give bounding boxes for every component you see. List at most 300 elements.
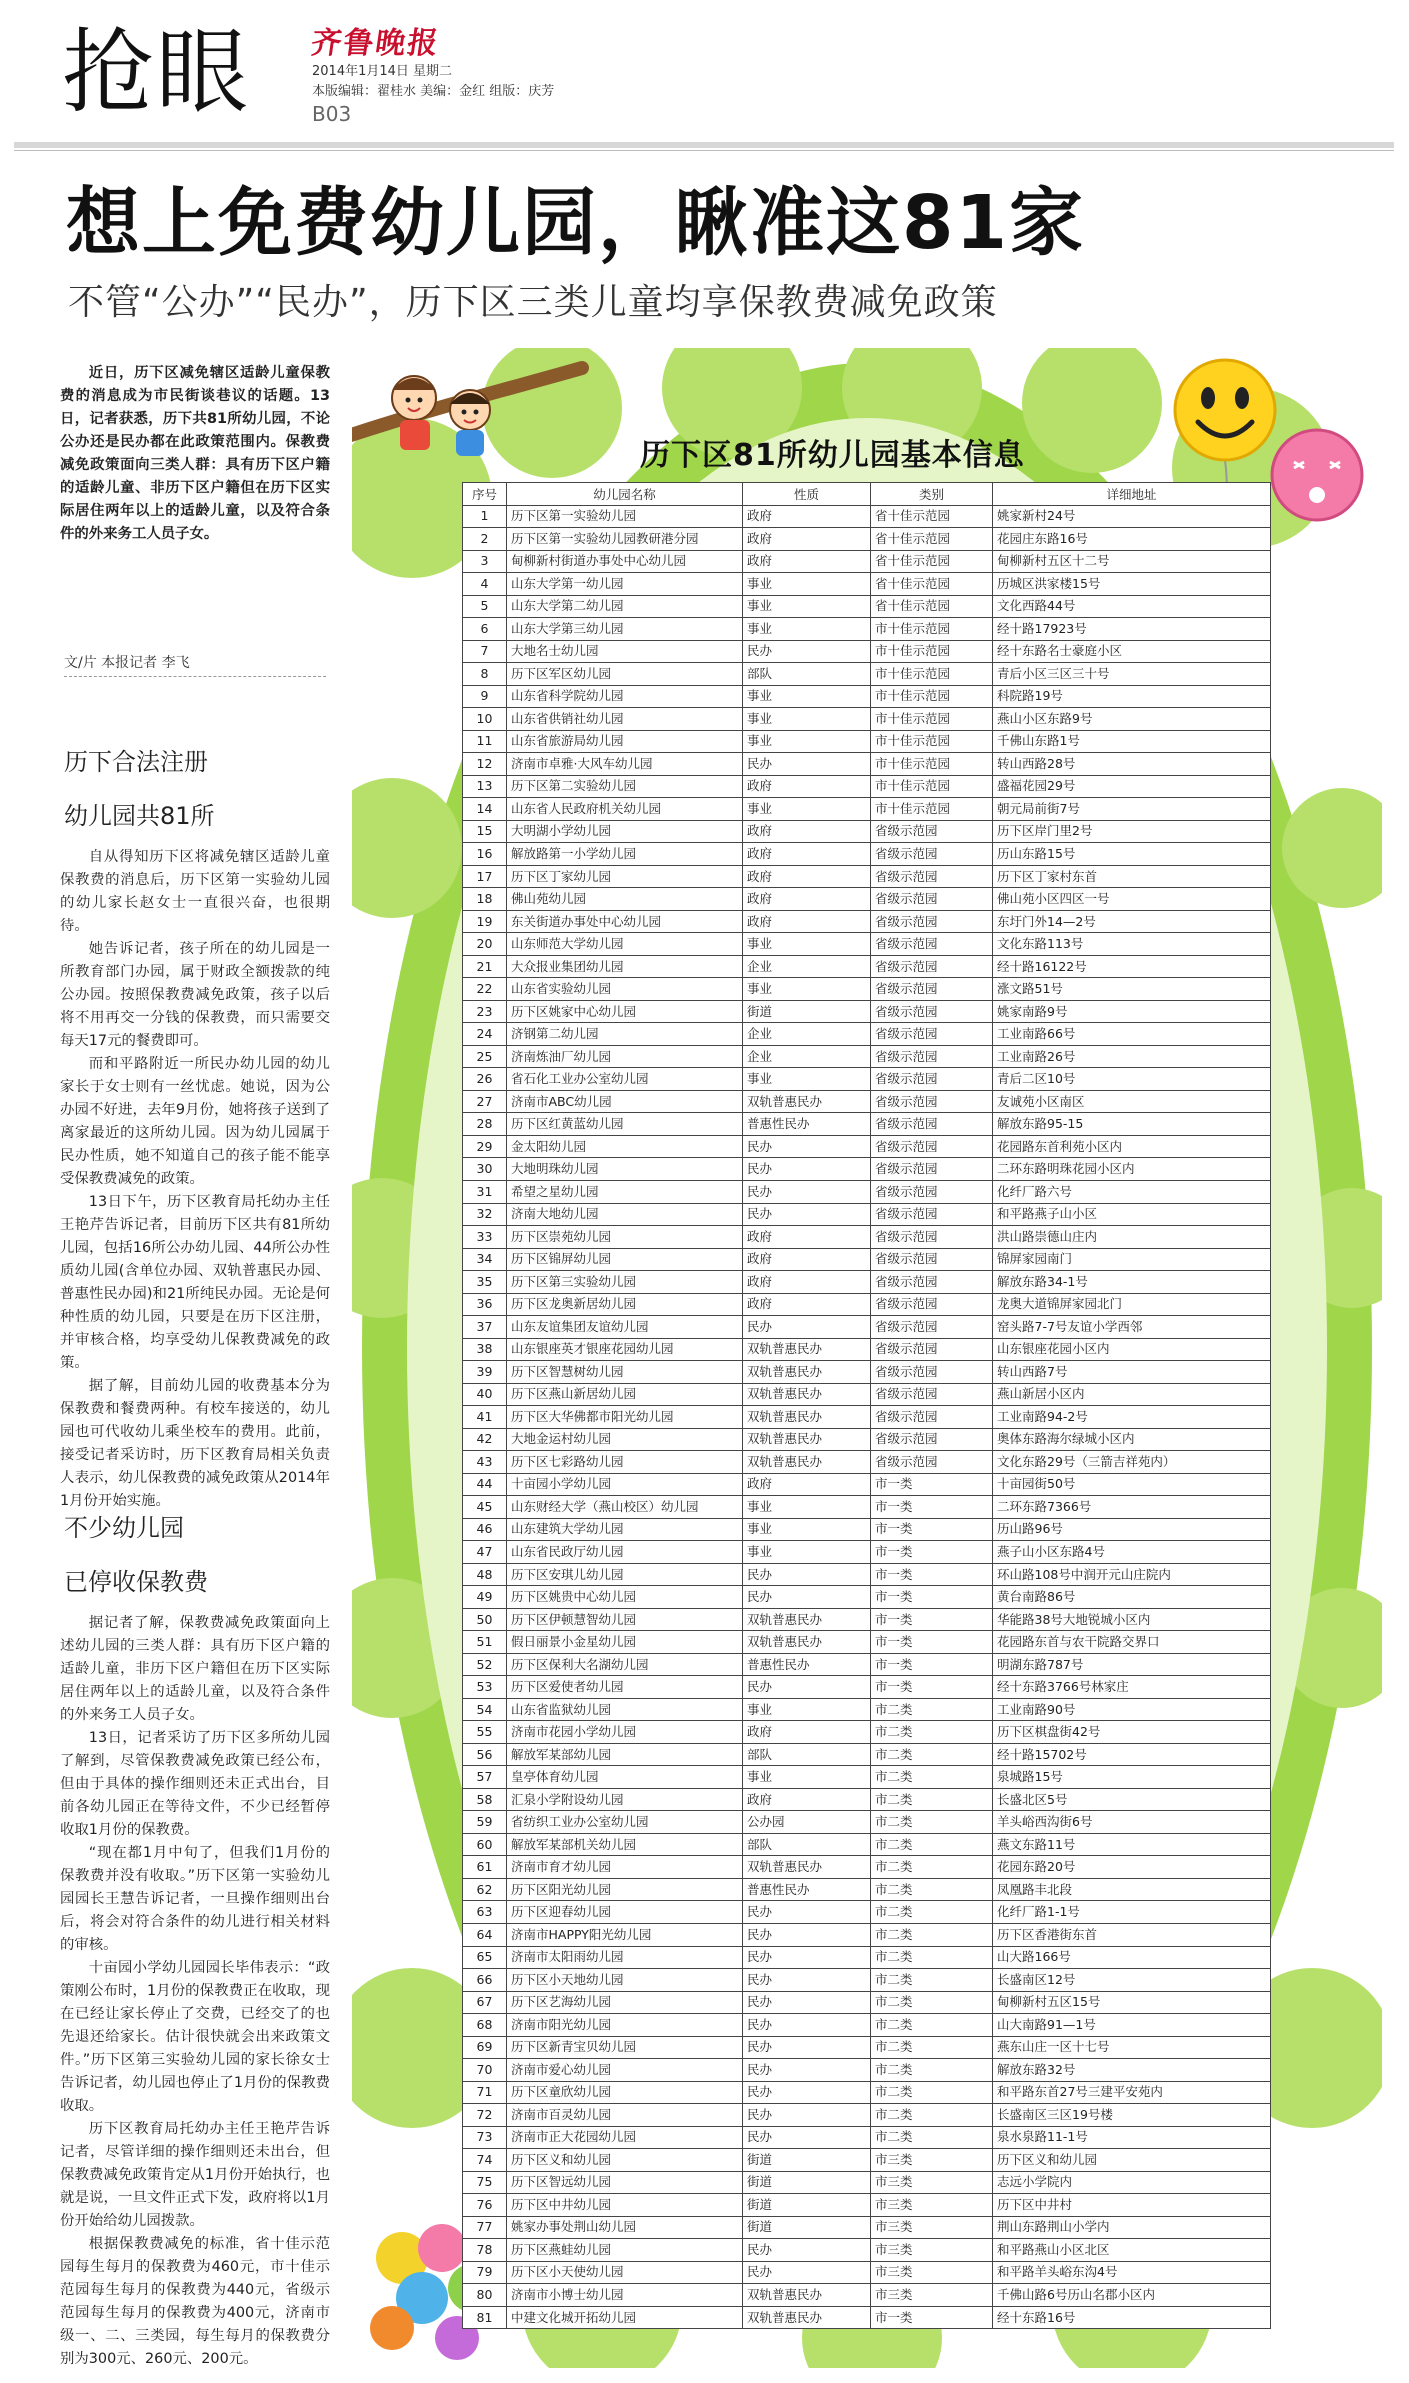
table-row bbox=[463, 933, 1271, 956]
table-row bbox=[463, 1361, 1271, 1384]
kindergarten-name: 历下区义和幼儿园 bbox=[507, 2149, 743, 2172]
category-cell: 省级示范园 bbox=[871, 1023, 993, 1046]
kindergarten-name: 历下区七彩路幼儿园 bbox=[507, 1451, 743, 1474]
kindergarten-name: 历下区阳光幼儿园 bbox=[507, 1878, 743, 1901]
kindergarten-name: 历下区新青宝贝幼儿园 bbox=[507, 2036, 743, 2059]
address-cell: 羊头峪西沟街6号 bbox=[993, 1811, 1271, 1834]
category-cell: 省级示范园 bbox=[871, 1293, 993, 1316]
table-row bbox=[463, 2239, 1271, 2262]
address-cell: 甸柳新村五区15号 bbox=[993, 1991, 1271, 2014]
row-number: 34 bbox=[463, 1248, 507, 1271]
address-cell: 窑头路7-7号友谊小学西邻 bbox=[993, 1316, 1271, 1339]
table-row bbox=[463, 2104, 1271, 2127]
address-cell: 历下区义和幼儿园 bbox=[993, 2149, 1271, 2172]
kindergarten-name: 历下区锦屏幼儿园 bbox=[507, 1248, 743, 1271]
table-row bbox=[463, 2126, 1271, 2149]
kindergarten-name: 山东省实验幼儿园 bbox=[507, 978, 743, 1001]
kindergarten-name: 山东银座英才银座花园幼儿园 bbox=[507, 1338, 743, 1361]
kindergarten-name: 历下区小天地幼儿园 bbox=[507, 1969, 743, 1992]
category-cell: 省级示范园 bbox=[871, 1338, 993, 1361]
table-row bbox=[463, 1406, 1271, 1429]
row-number: 79 bbox=[463, 2261, 507, 2284]
nature-cell: 事业 bbox=[743, 1518, 871, 1541]
address-cell: 和平路燕子山小区 bbox=[993, 1203, 1271, 1226]
kindergarten-name: 历下区姚家中心幼儿园 bbox=[507, 1000, 743, 1023]
kindergarten-name: 历下区智远幼儿园 bbox=[507, 2171, 743, 2194]
nature-cell: 事业 bbox=[743, 1496, 871, 1519]
kindergarten-name: 济南炼油厂幼儿园 bbox=[507, 1045, 743, 1068]
row-number: 61 bbox=[463, 1856, 507, 1879]
row-number: 50 bbox=[463, 1608, 507, 1631]
nature-cell: 政府 bbox=[743, 1788, 871, 1811]
nature-cell: 双轨普惠民办 bbox=[743, 1338, 871, 1361]
table-row bbox=[463, 618, 1271, 641]
row-number: 16 bbox=[463, 843, 507, 866]
address-cell: 工业南路26号 bbox=[993, 1045, 1271, 1068]
nature-cell: 民办 bbox=[743, 1563, 871, 1586]
row-number: 3 bbox=[463, 550, 507, 573]
row-number: 23 bbox=[463, 1000, 507, 1023]
address-cell: 千佛山路6号历山名郡小区内 bbox=[993, 2284, 1271, 2307]
section1-heading-1: 历下合法注册 bbox=[64, 748, 208, 776]
row-number: 73 bbox=[463, 2126, 507, 2149]
category-cell: 省十佳示范园 bbox=[871, 505, 993, 528]
kindergarten-name: 金太阳幼儿园 bbox=[507, 1135, 743, 1158]
category-cell: 市二类 bbox=[871, 2014, 993, 2037]
category-cell: 省级示范园 bbox=[871, 955, 993, 978]
row-number: 69 bbox=[463, 2036, 507, 2059]
kindergarten-name: 解放军某部机关幼儿园 bbox=[507, 1833, 743, 1856]
category-cell: 市二类 bbox=[871, 1969, 993, 1992]
address-cell: 十亩园街50号 bbox=[993, 1473, 1271, 1496]
table-row bbox=[463, 1653, 1271, 1676]
row-number: 44 bbox=[463, 1473, 507, 1496]
nature-cell: 企业 bbox=[743, 955, 871, 978]
table-row bbox=[463, 1924, 1271, 1947]
category-cell: 市三类 bbox=[871, 2239, 993, 2262]
nature-cell: 民办 bbox=[743, 1135, 871, 1158]
table-row bbox=[463, 1991, 1271, 2014]
table-row bbox=[463, 1608, 1271, 1631]
nature-cell: 街道 bbox=[743, 2171, 871, 2194]
table-row bbox=[463, 1316, 1271, 1339]
kindergarten-name: 山东大学第三幼儿园 bbox=[507, 618, 743, 641]
kindergarten-name: 历下区保利大名湖幼儿园 bbox=[507, 1653, 743, 1676]
kindergarten-name: 山东大学第二幼儿园 bbox=[507, 595, 743, 618]
row-number: 48 bbox=[463, 1563, 507, 1586]
address-cell: 燕子山小区东路4号 bbox=[993, 1541, 1271, 1564]
table-row bbox=[463, 1878, 1271, 1901]
table-row bbox=[463, 505, 1271, 528]
column-header: 详细地址 bbox=[993, 483, 1271, 506]
category-cell: 市二类 bbox=[871, 1991, 993, 2014]
section2-paragraph: 十亩园小学幼儿园园长毕伟表示：“政策刚公布时，1月份的保教费正在收取，现在已经让家长停止了交费，已经交了的也先退还给家长。估计很快就会出来政策文件。”历下区第三实验幼儿园的家长徐女士告诉记者，幼儿园也停止了1月份的保教费收取。 bbox=[60, 1960, 330, 2114]
nature-cell: 民办 bbox=[743, 1586, 871, 1609]
category-cell: 省十佳示范园 bbox=[871, 528, 993, 551]
address-cell: 青后小区三区三十号 bbox=[993, 663, 1271, 686]
kindergarten-name: 姚家办事处荆山幼儿园 bbox=[507, 2216, 743, 2239]
nature-cell: 事业 bbox=[743, 685, 871, 708]
row-number: 58 bbox=[463, 1788, 507, 1811]
nature-cell: 政府 bbox=[743, 888, 871, 911]
address-cell: 经十路17923号 bbox=[993, 618, 1271, 641]
table-row bbox=[463, 528, 1271, 551]
kindergarten-name: 济南市阳光幼儿园 bbox=[507, 2014, 743, 2037]
address-cell: 佛山苑小区四区一号 bbox=[993, 888, 1271, 911]
address-cell: 姚家南路9号 bbox=[993, 1000, 1271, 1023]
nature-cell: 民办 bbox=[743, 2059, 871, 2082]
category-cell: 省级示范园 bbox=[871, 1045, 993, 1068]
category-cell: 省级示范园 bbox=[871, 978, 993, 1001]
table-row bbox=[463, 955, 1271, 978]
category-cell: 市一类 bbox=[871, 1541, 993, 1564]
kindergarten-name: 济南市育才幼儿园 bbox=[507, 1856, 743, 1879]
editors-line: 本版编辑：翟桂水 美编：金红 组版：庆芳 bbox=[312, 84, 555, 99]
lead-paragraph: 近日，历下区减免辖区适龄儿童保教费的消息成为市民街谈巷议的话题。13日，记者获悉，历下共81所幼儿园，不论公办还是民办都在此政策范围内。保教费减免政策面向三类人群：具有历下区户籍的适龄儿童、非历下区户籍但在历下区实际居住两年以上的适龄儿童，以及符合条件的外来务工人员子女。 bbox=[60, 365, 330, 542]
kindergarten-name: 山东省旅游局幼儿园 bbox=[507, 730, 743, 753]
category-cell: 市一类 bbox=[871, 1608, 993, 1631]
kindergarten-name: 山东友谊集团友谊幼儿园 bbox=[507, 1316, 743, 1339]
address-cell: 花园庄东路16号 bbox=[993, 528, 1271, 551]
address-cell: 山大路166号 bbox=[993, 1946, 1271, 1969]
category-cell: 市十佳示范园 bbox=[871, 618, 993, 641]
category-cell: 市三类 bbox=[871, 2171, 993, 2194]
table-row bbox=[463, 2059, 1271, 2082]
row-number: 39 bbox=[463, 1361, 507, 1384]
kindergarten-name: 皇亭体育幼儿园 bbox=[507, 1766, 743, 1789]
address-cell: 燕东山庄一区十七号 bbox=[993, 2036, 1271, 2059]
category-cell: 市二类 bbox=[871, 1698, 993, 1721]
category-cell: 省级示范园 bbox=[871, 1158, 993, 1181]
row-number: 12 bbox=[463, 753, 507, 776]
table-row bbox=[463, 550, 1271, 573]
nature-cell: 政府 bbox=[743, 1226, 871, 1249]
category-cell: 市二类 bbox=[871, 1856, 993, 1879]
table-row bbox=[463, 2171, 1271, 2194]
table-row bbox=[463, 2216, 1271, 2239]
table-row bbox=[463, 595, 1271, 618]
table-row bbox=[463, 1563, 1271, 1586]
address-cell: 泉城路15号 bbox=[993, 1766, 1271, 1789]
address-cell: 龙奥大道锦屏家园北门 bbox=[993, 1293, 1271, 1316]
nature-cell: 民办 bbox=[743, 2126, 871, 2149]
nature-cell: 事业 bbox=[743, 573, 871, 596]
nature-cell: 政府 bbox=[743, 550, 871, 573]
row-number: 66 bbox=[463, 1969, 507, 1992]
kindergarten-name: 历下区崇苑幼儿园 bbox=[507, 1226, 743, 1249]
section1-paragraph: 据了解，目前幼儿园的收费基本分为保教费和餐费两种。有校车接送的，幼儿园也可代收幼儿乘坐校车的费用。此前，接受记者采访时，历下区教育局相关负责人表示，幼儿保教费的减免政策从2014年1月份开始实施。 bbox=[60, 1378, 330, 1509]
section1-paragraph: 而和平路附近一所民办幼儿园的幼儿家长于女士则有一丝忧虑。她说，因为公办园不好进，去年9月份，她将孩子送到了离家最近的这所幼儿园。因为幼儿园属于民办性质，她不知道自己的孩子能不能享受保教费减免的政策。 bbox=[60, 1056, 330, 1187]
column-header: 序号 bbox=[463, 483, 507, 506]
newspaper-logo: 齐鲁晚报 bbox=[309, 26, 442, 61]
kindergarten-name: 山东省科学院幼儿园 bbox=[507, 685, 743, 708]
row-number: 33 bbox=[463, 1226, 507, 1249]
address-cell: 燕文东路11号 bbox=[993, 1833, 1271, 1856]
kindergarten-name: 山东师范大学幼儿园 bbox=[507, 933, 743, 956]
table-row bbox=[463, 1473, 1271, 1496]
address-cell: 花园路东首与农干院路交界口 bbox=[993, 1631, 1271, 1654]
nature-cell: 民办 bbox=[743, 1924, 871, 1947]
row-number: 54 bbox=[463, 1698, 507, 1721]
table-row bbox=[463, 685, 1271, 708]
address-cell: 黄台南路86号 bbox=[993, 1586, 1271, 1609]
nature-cell: 事业 bbox=[743, 798, 871, 821]
table-row bbox=[463, 1676, 1271, 1699]
nature-cell: 政府 bbox=[743, 843, 871, 866]
table-row bbox=[463, 1180, 1271, 1203]
category-cell: 市一类 bbox=[871, 1563, 993, 1586]
address-cell: 花园东路20号 bbox=[993, 1856, 1271, 1879]
address-cell: 历下区丁家村东首 bbox=[993, 865, 1271, 888]
row-number: 7 bbox=[463, 640, 507, 663]
category-cell: 省级示范园 bbox=[871, 865, 993, 888]
category-cell: 市十佳示范园 bbox=[871, 798, 993, 821]
category-cell: 省级示范园 bbox=[871, 1203, 993, 1226]
section2-heading-2: 已停收保教费 bbox=[64, 1568, 208, 1596]
kindergarten-name: 大众报业集团幼儿园 bbox=[507, 955, 743, 978]
row-number: 31 bbox=[463, 1180, 507, 1203]
kindergarten-name: 历下区中井幼儿园 bbox=[507, 2194, 743, 2217]
row-number: 55 bbox=[463, 1721, 507, 1744]
address-cell: 涨文路51号 bbox=[993, 978, 1271, 1001]
kindergarten-name: 十亩园小学幼儿园 bbox=[507, 1473, 743, 1496]
table-row bbox=[463, 2014, 1271, 2037]
address-cell: 文化东路29号（三箭吉祥苑内） bbox=[993, 1451, 1271, 1474]
kindergarten-name: 历下区迎春幼儿园 bbox=[507, 1901, 743, 1924]
table-row bbox=[463, 1023, 1271, 1046]
kindergarten-name: 历下区爱使者幼儿园 bbox=[507, 1676, 743, 1699]
nature-cell: 双轨普惠民办 bbox=[743, 1631, 871, 1654]
address-cell: 历下区棋盘街42号 bbox=[993, 1721, 1271, 1744]
kindergarten-name: 山东大学第一幼儿园 bbox=[507, 573, 743, 596]
category-cell: 省级示范园 bbox=[871, 888, 993, 911]
kindergarten-name: 大明湖小学幼儿园 bbox=[507, 820, 743, 843]
row-number: 53 bbox=[463, 1676, 507, 1699]
section2-paragraph: 据记者了解，保教费减免政策面向上述幼儿园的三类人群：具有历下区户籍的适龄儿童，非历下区户籍但在历下区实际居住两年以上的适龄儿童，以及符合条件的外来务工人员子女。 bbox=[60, 1615, 330, 1723]
kindergarten-name: 历下区红黄蓝幼儿园 bbox=[507, 1113, 743, 1136]
row-number: 72 bbox=[463, 2104, 507, 2127]
nature-cell: 政府 bbox=[743, 528, 871, 551]
category-cell: 市二类 bbox=[871, 1811, 993, 1834]
table-row bbox=[463, 1068, 1271, 1091]
row-number: 1 bbox=[463, 505, 507, 528]
section1-paragraph: 自从得知历下区将减免辖区适龄儿童保教费的消息后，历下区第一实验幼儿园的幼儿家长赵女士一直很兴奋，也很期待。 bbox=[60, 849, 330, 934]
category-cell: 省级示范园 bbox=[871, 1113, 993, 1136]
row-number: 32 bbox=[463, 1203, 507, 1226]
category-cell: 市一类 bbox=[871, 1518, 993, 1541]
category-cell: 市二类 bbox=[871, 2036, 993, 2059]
address-cell: 经十东路名士豪庭小区 bbox=[993, 640, 1271, 663]
nature-cell: 双轨普惠民办 bbox=[743, 2306, 871, 2329]
table-row bbox=[463, 798, 1271, 821]
row-number: 62 bbox=[463, 1878, 507, 1901]
row-number: 71 bbox=[463, 2081, 507, 2104]
row-number: 78 bbox=[463, 2239, 507, 2262]
nature-cell: 街道 bbox=[743, 2194, 871, 2217]
table-title: 历下区81所幼儿园基本信息 bbox=[640, 438, 1025, 473]
kindergarten-name: 汇泉小学附设幼儿园 bbox=[507, 1788, 743, 1811]
category-cell: 市三类 bbox=[871, 2194, 993, 2217]
address-cell: 长盛南区12号 bbox=[993, 1969, 1271, 1992]
category-cell: 省级示范园 bbox=[871, 1000, 993, 1023]
table-row bbox=[463, 1833, 1271, 1856]
kindergarten-name: 济南市花园小学幼儿园 bbox=[507, 1721, 743, 1744]
kindergarten-name: 济钢第二幼儿园 bbox=[507, 1023, 743, 1046]
nature-cell: 公办园 bbox=[743, 1811, 871, 1834]
section2-paragraph: “现在都1月中旬了，但我们1月份的保教费并没有收取。”历下区第一实验幼儿园园长王慧告诉记者，一旦操作细则出台后，将会对符合条件的幼儿进行相关材料的审核。 bbox=[60, 1845, 330, 1953]
category-cell: 市二类 bbox=[871, 2126, 993, 2149]
table-row bbox=[463, 663, 1271, 686]
table-row bbox=[463, 1721, 1271, 1744]
page-code: B03 bbox=[312, 102, 352, 126]
kindergarten-name: 大地金运村幼儿园 bbox=[507, 1428, 743, 1451]
table-row bbox=[463, 1788, 1271, 1811]
nature-cell: 双轨普惠民办 bbox=[743, 1406, 871, 1429]
table-row bbox=[463, 888, 1271, 911]
category-cell: 市三类 bbox=[871, 2261, 993, 2284]
address-cell: 奥体东路海尔绿城小区内 bbox=[993, 1428, 1271, 1451]
kindergarten-name: 山东省监狱幼儿园 bbox=[507, 1698, 743, 1721]
row-number: 35 bbox=[463, 1271, 507, 1294]
table-row bbox=[463, 1631, 1271, 1654]
kindergarten-name: 济南市ABC幼儿园 bbox=[507, 1090, 743, 1113]
table-row bbox=[463, 1293, 1271, 1316]
nature-cell: 民办 bbox=[743, 2081, 871, 2104]
row-number: 51 bbox=[463, 1631, 507, 1654]
address-cell: 长盛南区三区19号楼 bbox=[993, 2104, 1271, 2127]
row-number: 75 bbox=[463, 2171, 507, 2194]
row-number: 29 bbox=[463, 1135, 507, 1158]
nature-cell: 民办 bbox=[743, 1676, 871, 1699]
table-header-row bbox=[463, 483, 1271, 506]
category-cell: 市二类 bbox=[871, 1946, 993, 1969]
nature-cell: 民办 bbox=[743, 2036, 871, 2059]
row-number: 60 bbox=[463, 1833, 507, 1856]
table-row bbox=[463, 1451, 1271, 1474]
row-number: 52 bbox=[463, 1653, 507, 1676]
category-cell: 市二类 bbox=[871, 2059, 993, 2082]
row-number: 13 bbox=[463, 775, 507, 798]
address-cell: 二环东路7366号 bbox=[993, 1496, 1271, 1519]
section2-body bbox=[60, 1612, 330, 2371]
table-row bbox=[463, 730, 1271, 753]
address-cell: 泉水泉路11-1号 bbox=[993, 2126, 1271, 2149]
kindergarten-name: 济南市百灵幼儿园 bbox=[507, 2104, 743, 2127]
category-cell: 省级示范园 bbox=[871, 1361, 993, 1384]
row-number: 40 bbox=[463, 1383, 507, 1406]
kindergarten-name: 历下区龙奥新居幼儿园 bbox=[507, 1293, 743, 1316]
address-cell: 明湖东路787号 bbox=[993, 1653, 1271, 1676]
nature-cell: 政府 bbox=[743, 910, 871, 933]
section2-paragraph: 13日，记者采访了历下区多所幼儿园了解到，尽管保教费减免政策已经公布，但由于具体的操作细则还未正式出台，目前各幼儿园正在等待文件，不少已经暂停收取1月份的保教费。 bbox=[60, 1730, 330, 1838]
nature-cell: 民办 bbox=[743, 2239, 871, 2262]
table-row bbox=[463, 1766, 1271, 1789]
nature-cell: 双轨普惠民办 bbox=[743, 1428, 871, 1451]
nature-cell: 双轨普惠民办 bbox=[743, 1608, 871, 1631]
address-cell: 洪山路崇德山庄内 bbox=[993, 1226, 1271, 1249]
nature-cell: 政府 bbox=[743, 1248, 871, 1271]
category-cell: 省十佳示范园 bbox=[871, 550, 993, 573]
category-cell: 市三类 bbox=[871, 2216, 993, 2239]
row-number: 10 bbox=[463, 708, 507, 731]
kindergarten-name: 历下区智慧树幼儿园 bbox=[507, 1361, 743, 1384]
nature-cell: 事业 bbox=[743, 595, 871, 618]
nature-cell: 政府 bbox=[743, 1721, 871, 1744]
row-number: 15 bbox=[463, 820, 507, 843]
category-cell: 省级示范园 bbox=[871, 1428, 993, 1451]
category-cell: 市二类 bbox=[871, 1721, 993, 1744]
kindergarten-name: 济南市卓雅·大风车幼儿园 bbox=[507, 753, 743, 776]
section2-paragraph: 历下区教育局托幼办主任王艳芹告诉记者，尽管详细的操作细则还未出台，但保教费减免政策肯定从1月份开始执行，也就是说，一旦文件正式下发，政府将以1月份开始给幼儿园拨款。 bbox=[60, 2121, 330, 2229]
address-cell: 历下区香港街东首 bbox=[993, 1924, 1271, 1947]
nature-cell: 事业 bbox=[743, 978, 871, 1001]
row-number: 24 bbox=[463, 1023, 507, 1046]
address-cell: 工业南路94-2号 bbox=[993, 1406, 1271, 1429]
address-cell: 经十路15702号 bbox=[993, 1743, 1271, 1766]
table-row bbox=[463, 1090, 1271, 1113]
row-number: 49 bbox=[463, 1586, 507, 1609]
table-row bbox=[463, 1000, 1271, 1023]
nature-cell: 企业 bbox=[743, 1045, 871, 1068]
category-cell: 省级示范园 bbox=[871, 1316, 993, 1339]
section1-paragraph: 13日下午，历下区教育局托幼办主任王艳芹告诉记者，目前历下区共有81所幼儿园，包括16所公办幼儿园、44所公办性质幼儿园(含单位办园、双轨普惠民办园、普惠性民办园)和21所纯民办园。无论是何种性质的幼儿园，只要是在历下区注册，并审核合格，均享受幼儿保教费减免的政策。 bbox=[60, 1194, 330, 1371]
row-number: 59 bbox=[463, 1811, 507, 1834]
date-line: 2014年1月14日 星期二 bbox=[312, 64, 453, 79]
category-cell: 省级示范园 bbox=[871, 1226, 993, 1249]
nature-cell: 双轨普惠民办 bbox=[743, 1451, 871, 1474]
row-number: 76 bbox=[463, 2194, 507, 2217]
row-number: 77 bbox=[463, 2216, 507, 2239]
section2-paragraph: 根据保教费减免的标准，省十佳示范园每生每月的保教费为460元，市十佳示范园每生每月的保教费为440元，省级示范园每生每月的保教费为400元，济南市级一、二、三类园，每生每月的保教费分别为300元、260元、200元。 bbox=[60, 2236, 330, 2367]
address-cell: 转山西路28号 bbox=[993, 753, 1271, 776]
category-cell: 市十佳示范园 bbox=[871, 753, 993, 776]
section-title: 抢眼 bbox=[62, 19, 251, 126]
category-cell: 省级示范园 bbox=[871, 1135, 993, 1158]
category-cell: 市二类 bbox=[871, 1743, 993, 1766]
table-row bbox=[463, 1383, 1271, 1406]
kindergarten-name: 希望之星幼儿园 bbox=[507, 1180, 743, 1203]
category-cell: 市二类 bbox=[871, 1833, 993, 1856]
category-cell: 市一类 bbox=[871, 1653, 993, 1676]
nature-cell: 双轨普惠民办 bbox=[743, 1361, 871, 1384]
address-cell: 甸柳新村五区十二号 bbox=[993, 550, 1271, 573]
row-number: 57 bbox=[463, 1766, 507, 1789]
row-number: 30 bbox=[463, 1158, 507, 1181]
kindergarten-name: 省纺织工业办公室幼儿园 bbox=[507, 1811, 743, 1834]
pink-face-balloon-icon bbox=[1262, 420, 1372, 550]
kindergarten-name: 济南市HAPPY阳光幼儿园 bbox=[507, 1924, 743, 1947]
address-cell: 朝元局前街7号 bbox=[993, 798, 1271, 821]
nature-cell: 民办 bbox=[743, 2261, 871, 2284]
kindergarten-name: 济南大地幼儿园 bbox=[507, 1203, 743, 1226]
nature-cell: 街道 bbox=[743, 2149, 871, 2172]
nature-cell: 普惠性民办 bbox=[743, 1653, 871, 1676]
address-cell: 凤凰路丰北段 bbox=[993, 1878, 1271, 1901]
nature-cell: 政府 bbox=[743, 505, 871, 528]
nature-cell: 政府 bbox=[743, 820, 871, 843]
row-number: 21 bbox=[463, 955, 507, 978]
kindergarten-name: 历下区第一实验幼儿园教研港分园 bbox=[507, 528, 743, 551]
address-cell: 盛福花园29号 bbox=[993, 775, 1271, 798]
column-header: 性质 bbox=[743, 483, 871, 506]
nature-cell: 街道 bbox=[743, 2216, 871, 2239]
row-number: 6 bbox=[463, 618, 507, 641]
subheadline: 不管“公办”“民办”，历下区三类儿童均享保教费减免政策 bbox=[68, 282, 998, 323]
row-number: 37 bbox=[463, 1316, 507, 1339]
category-cell: 市十佳示范园 bbox=[871, 708, 993, 731]
nature-cell: 企业 bbox=[743, 1023, 871, 1046]
row-number: 2 bbox=[463, 528, 507, 551]
